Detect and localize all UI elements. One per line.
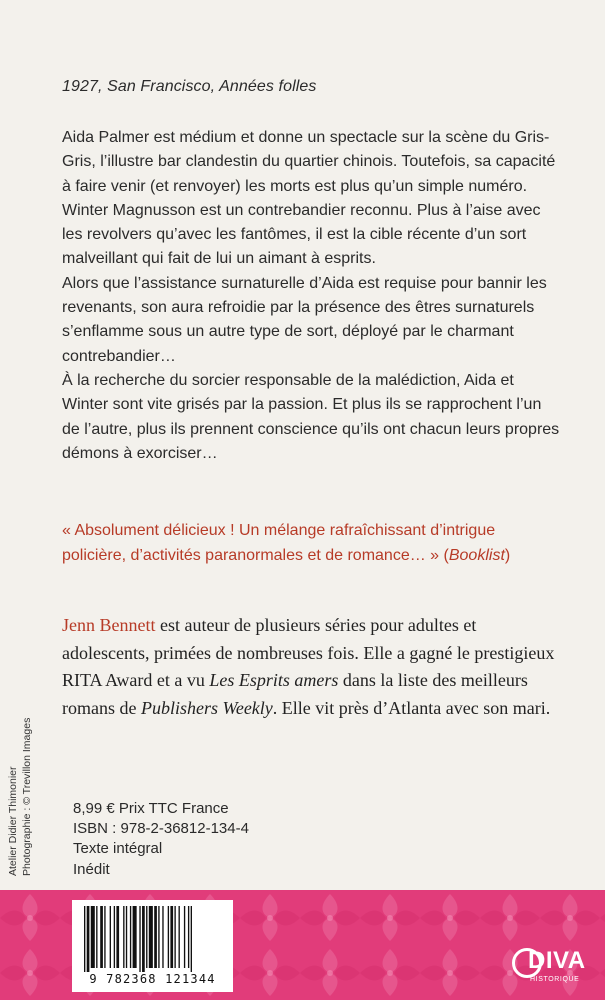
review-quote [62, 519, 562, 568]
barcode [72, 900, 233, 992]
credit-line: Atelier Didier Thimonier [7, 766, 19, 876]
book-title: Les Esprits amers [209, 670, 339, 690]
diva-logo [510, 942, 584, 994]
blurb-paragraph: À la recherche du sorcier responsable de la malédiction, Aida et Winter sont vite grisés par la passion. Et plus ils se rapprochent l’un de l’autre, plus ils prennent conscience qu’ils ont chacun leurs propres démons à exorciser… [62, 371, 560, 462]
review-text: « Absolument délicieux ! Un mélange rafraîchissant d’intrigue policière, d’activités paranormales et de romance… » [62, 522, 496, 564]
credit-line: Photographie : © Trevillon Images [21, 717, 33, 876]
price: 8,99 € Prix TTC France [73, 800, 229, 817]
edition-note: Inédit [73, 860, 110, 878]
author-bio [62, 612, 562, 722]
photo-credits [6, 676, 56, 876]
bio-text: . Elle vit près d’Atlanta avec son mari. [272, 697, 551, 718]
book-info [73, 799, 249, 880]
review-source: Booklist [448, 546, 505, 564]
review-source-open: ( [443, 546, 449, 564]
barcode-bars [72, 900, 233, 972]
book-blurb [62, 126, 562, 466]
blurb-paragraph: Aida Palmer est médium et donne un spectacle sur la scène du Gris-Gris, l’illustre bar clandestin du quartier chinois. Toutefois, sa capacité à faire venir (et renvoyer) les morts est plus qu’un simple numéro. [62, 129, 556, 195]
logo-word: DIVA [528, 947, 586, 974]
bio-text: est auteur de plusieurs séries pour adultes et adolescents, primées de nombreuses fois. Elle a gagné le prestigieux RITA Award et a vu [62, 615, 555, 690]
bio-text: dans la liste des meilleurs romans de [62, 670, 528, 718]
review-source-close: ) [504, 546, 511, 564]
barcode-digits: 9 782368 121344 [89, 972, 216, 986]
blurb-paragraph: Winter Magnusson est un contrebandier reconnu. Plus à l’aise avec les revolvers qu’avec les fantômes, il est la cible récente d’un sort malveillant qui fait de lui un aimant à esprits. [62, 201, 541, 268]
tagline: 1927, San Francisco, Années folles [62, 78, 317, 95]
blurb-paragraph: Alors que l’assistance surnaturelle d’Aida est requise pour bannir les revenants, son aura refroidie par la présence des êtres surnaturels s’enflamme sous un autre type de sort, déployé par le charmant contrebandier… [62, 274, 547, 365]
publication-title: Publishers Weekly [140, 697, 273, 718]
isbn: ISBN : 978-2-36812-134-4 [73, 820, 249, 838]
text-note: Texte intégral [73, 840, 163, 858]
logo-subtitle: HISTORIQUE [530, 976, 580, 983]
author-name: Jenn Bennett [62, 615, 156, 635]
